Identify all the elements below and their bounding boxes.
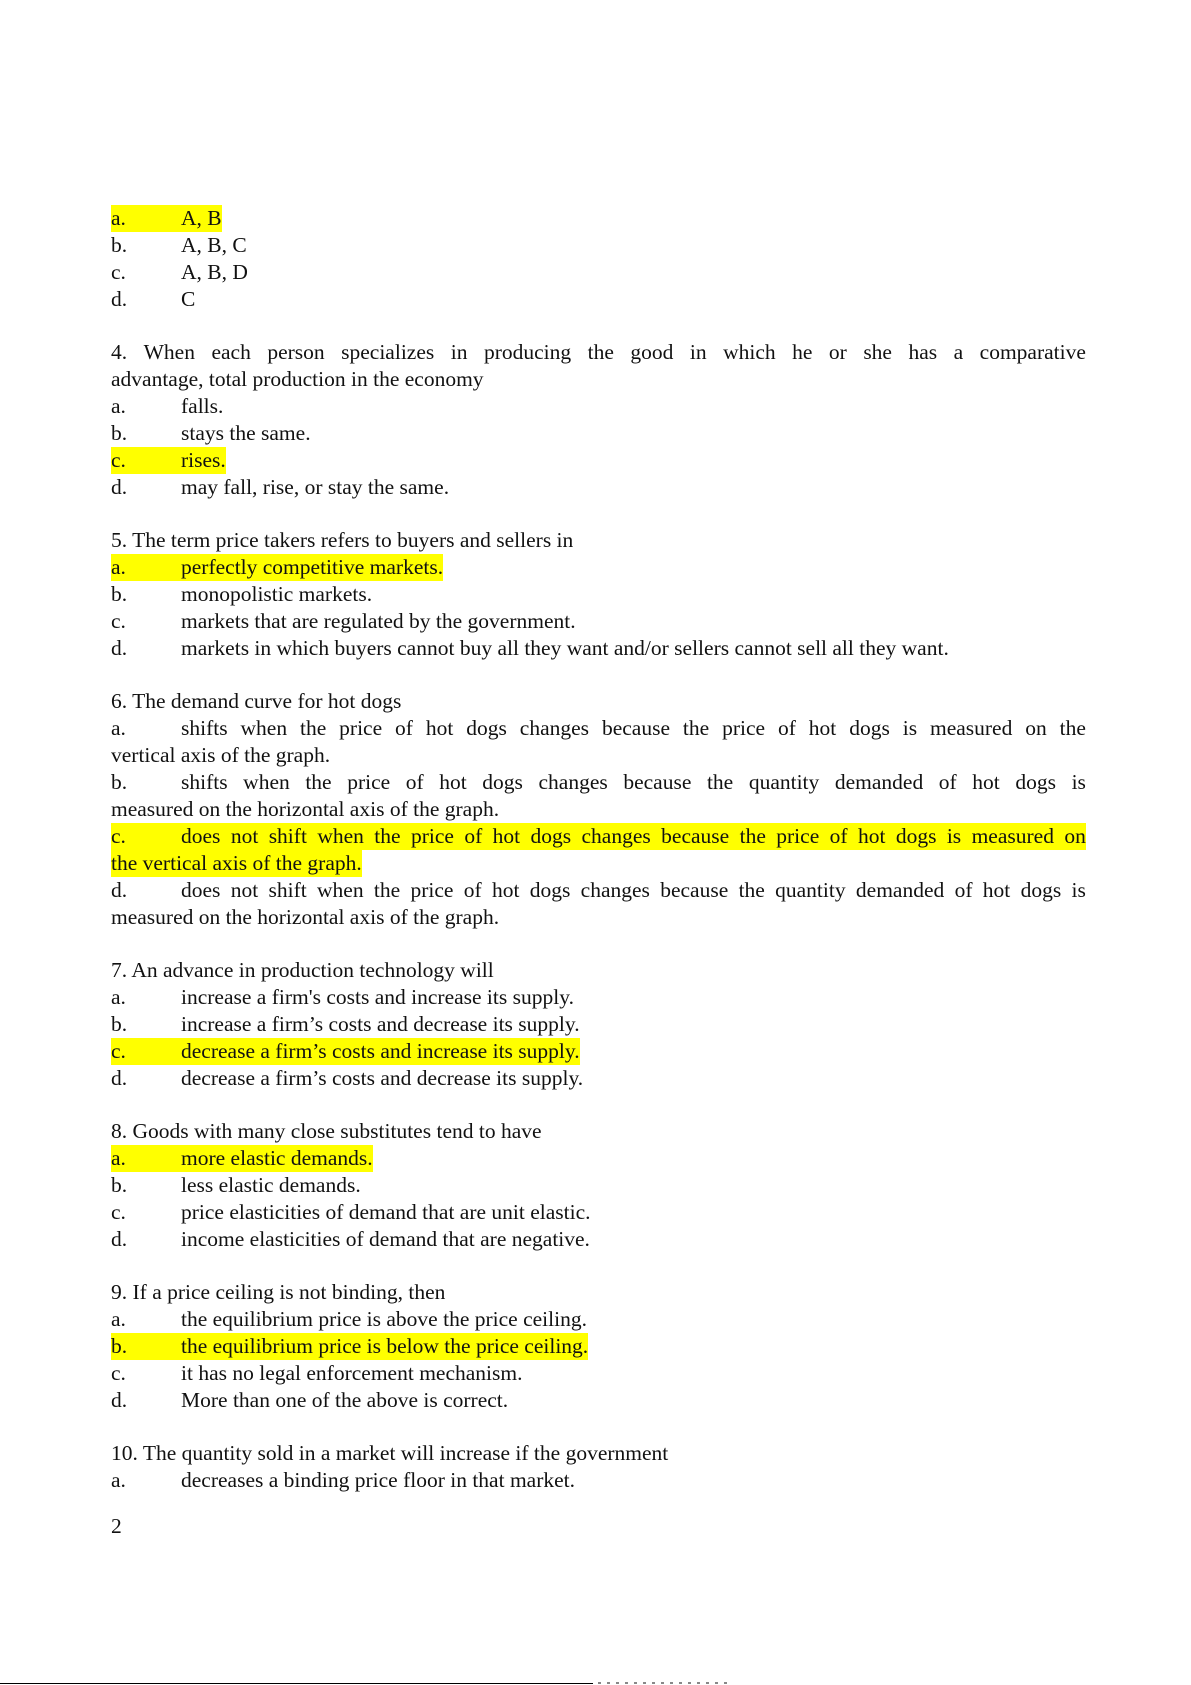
footer-dotted-rule (598, 1682, 728, 1684)
answer-option-c (111, 823, 1086, 877)
option-text: C (181, 287, 196, 311)
option-line-1 (111, 823, 1086, 850)
answer-text-wrap (111, 581, 372, 608)
option-word: of (938, 770, 957, 794)
option-text: More than one of the above is correct. (181, 1388, 509, 1412)
option-label: c. (111, 1200, 126, 1224)
answer-text-wrap (111, 259, 248, 286)
answer-option-c (111, 447, 1086, 474)
q10-stem: 10. The quantity sold in a market will increase if the government (111, 1441, 669, 1465)
stem-word: When (143, 340, 195, 364)
option-label: b. (111, 1012, 128, 1036)
answer-text-wrap (111, 1172, 361, 1199)
option-label: d. (111, 1388, 128, 1412)
option-label: a. (111, 555, 126, 579)
answer-text-wrap (111, 1199, 591, 1226)
answer-option-d (111, 635, 1086, 662)
option-word: is (902, 716, 918, 740)
option-label: c. (111, 609, 126, 633)
option-text: may fall, rise, or stay the same. (181, 475, 450, 499)
option-word: price (410, 824, 454, 848)
option-label: a. (111, 394, 126, 418)
answer-option-d (111, 474, 1086, 501)
option-text: income elasticities of demand that are negative. (181, 1227, 590, 1251)
option-word: of (395, 716, 413, 740)
stem-word: in (689, 340, 707, 364)
option-word: hot (857, 824, 886, 848)
answer-option-d (111, 1387, 1086, 1414)
question-content (111, 205, 1086, 1494)
option-word: is (1071, 770, 1086, 794)
option-text: decrease a firm’s costs and increase its supply. (181, 1039, 580, 1063)
option-word: dogs (529, 878, 571, 902)
q6-stem: 6. The demand curve for hot dogs (111, 689, 402, 713)
answer-option-b (111, 1011, 1086, 1038)
option-word: not (230, 878, 259, 902)
stem-word: comparative (979, 340, 1086, 364)
option-word: the (682, 716, 710, 740)
option-word: measured (929, 716, 1013, 740)
q5-stem: 5. The term price takers refers to buyers and sellers in (111, 528, 574, 552)
option-word: hot (491, 878, 520, 902)
option-word: when (317, 878, 364, 902)
stem-word: which (723, 340, 776, 364)
option-word: the (1059, 716, 1086, 740)
option-text: the equilibrium price is below the price ceiling. (181, 1334, 589, 1358)
stem-word: person (267, 340, 325, 364)
option-word: hot (808, 716, 837, 740)
option-word: shifts (181, 716, 228, 740)
option-word: the (739, 824, 766, 848)
option-label: d. (111, 878, 128, 902)
option-word: quantity (748, 770, 820, 794)
option-text: the equilibrium price is above the price ceiling. (181, 1307, 587, 1331)
q8-stem: 8. Goods with many close substitutes tend to have (111, 1119, 542, 1143)
option-word: is (1071, 878, 1086, 902)
option-line-1 (111, 877, 1086, 904)
option-text: stays the same. (181, 421, 311, 445)
option-word: because (660, 878, 729, 902)
option-label: b. (111, 1173, 128, 1197)
answer-option-b (111, 581, 1086, 608)
option-word: dogs (530, 824, 572, 848)
answer-option-d (111, 877, 1086, 931)
answer-option-a (111, 554, 1086, 581)
option-word: of (829, 824, 848, 848)
q4-stem-line1 (111, 339, 1086, 366)
option-text: less elastic demands. (181, 1173, 361, 1197)
option-word: when (240, 716, 288, 740)
answer-option-b (111, 232, 1086, 259)
answer-option-c (111, 1199, 1086, 1226)
option-word: is (946, 824, 962, 848)
q7-options (111, 984, 1086, 1092)
option-text: rises. (181, 448, 226, 472)
stem-word: specializes (341, 340, 435, 364)
option-label: d. (111, 475, 128, 499)
option-line-2-text: the vertical axis of the graph. (111, 851, 362, 875)
option-text: decreases a binding price floor in that market. (181, 1468, 576, 1492)
option-line-1 (111, 769, 1086, 796)
stem-word: good (630, 340, 674, 364)
option-word: changes (519, 716, 590, 740)
q4-options (111, 393, 1086, 501)
option-word: hot (492, 824, 521, 848)
answer-text-wrap (111, 1065, 583, 1092)
question-8 (111, 1118, 1086, 1253)
answer-text-wrap (111, 608, 576, 635)
option-label: c. (111, 448, 126, 472)
answer-text-wrap (111, 1387, 508, 1414)
answer-text-wrap (111, 420, 311, 447)
option-word: of (463, 878, 482, 902)
option-text: A, B, C (181, 233, 247, 257)
answer-text-wrap (111, 474, 449, 501)
answer-option-a (111, 393, 1086, 420)
answer-option-a (111, 1306, 1086, 1333)
option-line-1 (111, 715, 1086, 742)
answer-option-c (111, 1360, 1086, 1387)
option-word: dogs (1020, 878, 1062, 902)
option-word: changes (581, 824, 651, 848)
option-text: falls. (181, 394, 224, 418)
option-text: markets in which buyers cannot buy all they want and/or sellers cannot sell all they want. (181, 636, 949, 660)
option-line-2 (111, 904, 1086, 931)
option-word: price (776, 824, 820, 848)
option-text: monopolistic markets. (181, 582, 373, 606)
option-word: shift (268, 824, 307, 848)
answer-option-b (111, 420, 1086, 447)
option-word: the (706, 770, 734, 794)
option-label: a. (111, 1468, 126, 1492)
answer-option-b (111, 1172, 1086, 1199)
option-word: because (601, 716, 670, 740)
option-label: d. (111, 636, 128, 660)
option-word: measured (971, 824, 1054, 848)
highlighted-answer (111, 1333, 588, 1360)
option-word: when (317, 824, 364, 848)
option-word: hot (439, 770, 467, 794)
option-word: the (305, 770, 332, 794)
option-word: not (230, 824, 259, 848)
answer-option-a (111, 1467, 1086, 1494)
option-line-2 (111, 742, 1086, 769)
answer-text-wrap (111, 232, 247, 259)
option-line-2 (111, 796, 1086, 823)
option-word: hot (425, 716, 454, 740)
option-word: does (181, 824, 221, 848)
highlighted-answer (111, 1145, 373, 1172)
option-label: b. (111, 582, 128, 606)
answer-option-d (111, 1065, 1086, 1092)
highlighted-answer (111, 554, 443, 581)
stem-word: producing (483, 340, 572, 364)
option-word: shifts (181, 770, 228, 794)
question-10 (111, 1440, 1086, 1494)
answer-text-wrap (111, 1360, 523, 1387)
option-text: price elasticities of demand that are unit elastic. (181, 1200, 591, 1224)
option-label: a. (111, 206, 126, 230)
option-word: dogs (466, 716, 507, 740)
answer-option-b (111, 1333, 1086, 1360)
answer-option-c (111, 608, 1086, 635)
option-label: d. (111, 1066, 128, 1090)
answer-option-a (111, 715, 1086, 769)
highlighted-answer (111, 1038, 580, 1065)
answer-text-wrap (111, 393, 223, 420)
option-word: on (1064, 824, 1086, 848)
stem-word: each (211, 340, 251, 364)
option-word: of (777, 716, 796, 740)
option-label: c. (111, 1361, 126, 1385)
stem-word: she (863, 340, 892, 364)
highlighted-answer (111, 205, 222, 232)
option-label: b. (111, 770, 128, 794)
option-line-1-text (181, 823, 1086, 850)
q9-stem: 9. If a price ceiling is not binding, then (111, 1280, 446, 1304)
answer-option-a (111, 205, 1086, 232)
option-label: a. (111, 1146, 126, 1170)
question-7 (111, 957, 1086, 1092)
option-label: b. (111, 233, 128, 257)
option-word: dogs (849, 716, 890, 740)
option-word: dogs (482, 770, 523, 794)
option-word: the (738, 878, 765, 902)
option-label: d. (111, 1227, 128, 1251)
option-text: increase a firm's costs and increase its supply. (181, 985, 574, 1009)
option-label: a. (111, 1307, 126, 1331)
answer-text-wrap (111, 1306, 587, 1333)
option-label: b. (111, 1334, 128, 1358)
highlighted-answer (111, 447, 226, 474)
question-4 (111, 339, 1086, 501)
option-line-2-text: measured on the horizontal axis of the graph. (111, 797, 500, 821)
option-word: of (405, 770, 424, 794)
option-label: a. (111, 716, 126, 740)
option-word: price (339, 716, 383, 740)
option-label: b. (111, 421, 128, 445)
option-text: it has no legal enforcement mechanism. (181, 1361, 523, 1385)
q4-stem-line2: advantage, total production in the economy (111, 367, 484, 391)
option-word: of (954, 878, 973, 902)
answer-text-wrap (111, 286, 195, 313)
q6-options (111, 715, 1086, 931)
footer-rule (0, 1683, 593, 1684)
q5-options (111, 554, 1086, 662)
q10-options (111, 1467, 1086, 1494)
answer-option-d (111, 1226, 1086, 1253)
stem-word: 4. (111, 340, 128, 364)
stem-word: or (828, 340, 847, 364)
option-line-2-text: vertical axis of the graph. (111, 743, 331, 767)
answer-text-wrap (111, 635, 949, 662)
answer-text-wrap (111, 1226, 590, 1253)
answer-option-d (111, 286, 1086, 313)
answer-option-b (111, 769, 1086, 823)
option-text: decrease a firm’s costs and decrease its supply. (181, 1066, 584, 1090)
page-number: 2 (111, 1514, 122, 1538)
option-word: when (243, 770, 290, 794)
q7-stem: 7. An advance in production technology will (111, 958, 494, 982)
answer-option-a (111, 984, 1086, 1011)
option-word: shift (268, 878, 307, 902)
question-6 (111, 688, 1086, 931)
option-line-2-text: measured on the horizontal axis of the graph. (111, 905, 500, 929)
option-word: demanded (855, 878, 945, 902)
option-word: of (464, 824, 483, 848)
stem-word: the (587, 340, 614, 364)
option-label: d. (111, 287, 128, 311)
q8-options (111, 1145, 1086, 1253)
option-word: because (623, 770, 692, 794)
option-word: quantity (775, 878, 846, 902)
option-line-2 (111, 850, 1086, 877)
option-word: demanded (834, 770, 924, 794)
stem-word: has (908, 340, 938, 364)
option-label: a. (111, 985, 126, 1009)
option-word: dogs (895, 824, 937, 848)
option-line-1-text (181, 877, 1086, 904)
option-text: perfectly competitive markets. (181, 555, 444, 579)
stem-word: he (792, 340, 813, 364)
option-word: price (347, 770, 391, 794)
option-text: increase a firm’s costs and decrease its supply. (181, 1012, 580, 1036)
option-line-1-text (181, 769, 1086, 796)
option-word: the (373, 878, 401, 902)
option-label: c. (111, 260, 126, 284)
answer-text-wrap (111, 1011, 580, 1038)
option-text: A, B (181, 206, 222, 230)
question-5 (111, 527, 1086, 662)
question-9 (111, 1279, 1086, 1414)
answer-text-wrap (111, 1467, 575, 1494)
answer-option-c (111, 259, 1086, 286)
q9-options (111, 1306, 1086, 1414)
option-text: more elastic demands. (181, 1146, 373, 1170)
option-word: dogs (1015, 770, 1056, 794)
option-word: price (722, 716, 766, 740)
stem-word: a (953, 340, 964, 364)
answer-text-wrap (111, 984, 574, 1011)
option-word: because (661, 824, 730, 848)
answer-option-a (111, 1145, 1086, 1172)
option-label: c. (111, 824, 126, 848)
option-word: changes (580, 878, 650, 902)
option-line-1-text (181, 715, 1086, 742)
option-word: changes (538, 770, 608, 794)
option-word: price (410, 878, 454, 902)
option-text: markets that are regulated by the government. (181, 609, 576, 633)
option-text: A, B, D (181, 260, 248, 284)
answer-option-c (111, 1038, 1086, 1065)
option-word: on (1025, 716, 1047, 740)
option-word: hot (982, 878, 1011, 902)
option-word: the (374, 824, 401, 848)
option-word: hot (972, 770, 1000, 794)
option-word: the (299, 716, 327, 740)
option-label: c. (111, 1039, 126, 1063)
option-word: does (181, 878, 221, 902)
q3-options (111, 205, 1086, 313)
stem-word: in (450, 340, 468, 364)
